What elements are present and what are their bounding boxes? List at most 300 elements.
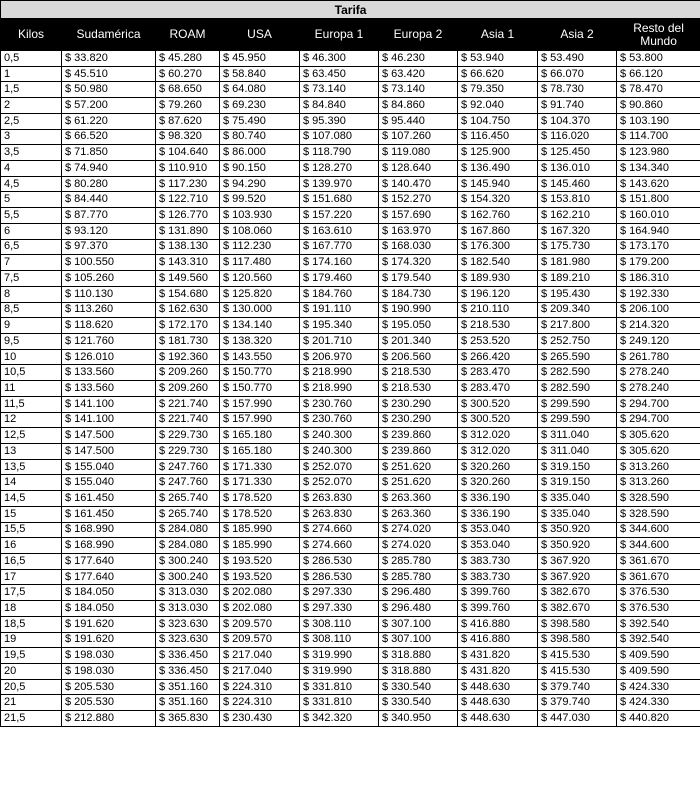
price-cell: $ 94.290 [220, 176, 300, 192]
price-cell: $ 112.230 [220, 239, 300, 255]
price-cell: $ 131.890 [156, 223, 220, 239]
column-header: Kilos [1, 19, 62, 51]
table-row [1, 664, 700, 680]
price-cell: $ 122.710 [156, 192, 220, 208]
price-cell: $ 206.100 [617, 302, 700, 318]
price-cell: $ 209.570 [220, 632, 300, 648]
table-row [1, 554, 700, 570]
weight-cell: 3,5 [1, 145, 62, 161]
price-cell: $ 361.670 [617, 554, 700, 570]
weight-cell: 5 [1, 192, 62, 208]
table-row [1, 396, 700, 412]
price-cell: $ 283.470 [458, 365, 538, 381]
table-row [1, 601, 700, 617]
price-cell: $ 313.030 [156, 585, 220, 601]
price-cell: $ 448.630 [458, 679, 538, 695]
price-cell: $ 282.590 [538, 365, 617, 381]
price-cell: $ 297.330 [300, 585, 379, 601]
column-header: Asia 2 [538, 19, 617, 51]
price-cell: $ 128.270 [300, 161, 379, 177]
table-row [1, 428, 700, 444]
table-row [1, 98, 700, 114]
table-row [1, 475, 700, 491]
price-cell: $ 125.450 [538, 145, 617, 161]
price-cell: $ 300.240 [156, 569, 220, 585]
price-cell: $ 161.450 [62, 506, 156, 522]
price-cell: $ 382.670 [538, 585, 617, 601]
price-cell: $ 218.530 [379, 381, 458, 397]
price-cell: $ 126.010 [62, 349, 156, 365]
table-title: Tarifa [1, 1, 700, 19]
table-row [1, 632, 700, 648]
weight-cell: 9 [1, 318, 62, 334]
price-cell: $ 155.040 [62, 475, 156, 491]
price-cell: $ 285.780 [379, 554, 458, 570]
price-cell: $ 382.670 [538, 601, 617, 617]
price-cell: $ 307.100 [379, 616, 458, 632]
price-cell: $ 157.690 [379, 208, 458, 224]
price-cell: $ 247.760 [156, 475, 220, 491]
table-row [1, 255, 700, 271]
price-cell: $ 335.040 [538, 506, 617, 522]
table-row [1, 695, 700, 711]
price-cell: $ 53.940 [458, 51, 538, 67]
price-cell: $ 202.080 [220, 585, 300, 601]
price-cell: $ 162.760 [458, 208, 538, 224]
price-cell: $ 177.640 [62, 554, 156, 570]
price-cell: $ 93.120 [62, 223, 156, 239]
weight-cell: 19,5 [1, 648, 62, 664]
price-cell: $ 416.880 [458, 616, 538, 632]
price-cell: $ 193.520 [220, 569, 300, 585]
price-cell: $ 392.540 [617, 616, 700, 632]
column-header: Resto del Mundo [617, 19, 700, 51]
weight-cell: 21 [1, 695, 62, 711]
table-row [1, 66, 700, 82]
price-cell: $ 97.370 [62, 239, 156, 255]
price-cell: $ 415.530 [538, 664, 617, 680]
price-cell: $ 240.300 [300, 443, 379, 459]
price-cell: $ 78.730 [538, 82, 617, 98]
price-cell: $ 283.470 [458, 381, 538, 397]
table-title-row [1, 1, 700, 19]
price-cell: $ 150.770 [220, 381, 300, 397]
price-cell: $ 164.940 [617, 223, 700, 239]
price-cell: $ 312.020 [458, 443, 538, 459]
price-cell: $ 103.190 [617, 113, 700, 129]
price-cell: $ 336.450 [156, 664, 220, 680]
price-cell: $ 104.750 [458, 113, 538, 129]
price-cell: $ 185.990 [220, 538, 300, 554]
table-row [1, 161, 700, 177]
price-cell: $ 184.760 [300, 286, 379, 302]
price-cell: $ 162.630 [156, 302, 220, 318]
weight-cell: 5,5 [1, 208, 62, 224]
price-cell: $ 163.970 [379, 223, 458, 239]
table-row [1, 271, 700, 287]
price-cell: $ 263.830 [300, 491, 379, 507]
weight-cell: 15 [1, 506, 62, 522]
price-cell: $ 141.100 [62, 396, 156, 412]
price-cell: $ 160.010 [617, 208, 700, 224]
price-cell: $ 224.310 [220, 695, 300, 711]
price-cell: $ 351.160 [156, 679, 220, 695]
price-cell: $ 265.740 [156, 506, 220, 522]
price-cell: $ 165.180 [220, 443, 300, 459]
weight-cell: 18,5 [1, 616, 62, 632]
price-cell: $ 361.670 [617, 569, 700, 585]
price-cell: $ 138.130 [156, 239, 220, 255]
price-cell: $ 136.010 [538, 161, 617, 177]
price-cell: $ 230.760 [300, 412, 379, 428]
price-cell: $ 103.930 [220, 208, 300, 224]
weight-cell: 21,5 [1, 711, 62, 727]
price-cell: $ 134.140 [220, 318, 300, 334]
price-cell: $ 224.310 [220, 679, 300, 695]
weight-cell: 17 [1, 569, 62, 585]
price-cell: $ 176.300 [458, 239, 538, 255]
price-cell: $ 294.700 [617, 412, 700, 428]
price-cell: $ 114.700 [617, 129, 700, 145]
price-cell: $ 229.730 [156, 443, 220, 459]
weight-cell: 2,5 [1, 113, 62, 129]
price-cell: $ 167.860 [458, 223, 538, 239]
table-row [1, 129, 700, 145]
price-cell: $ 79.260 [156, 98, 220, 114]
price-cell: $ 342.320 [300, 711, 379, 727]
price-cell: $ 181.730 [156, 333, 220, 349]
price-cell: $ 121.760 [62, 333, 156, 349]
price-cell: $ 178.520 [220, 506, 300, 522]
price-cell: $ 154.320 [458, 192, 538, 208]
price-cell: $ 75.490 [220, 113, 300, 129]
price-cell: $ 145.460 [538, 176, 617, 192]
table-row [1, 113, 700, 129]
price-cell: $ 198.030 [62, 648, 156, 664]
price-cell: $ 154.680 [156, 286, 220, 302]
price-cell: $ 147.500 [62, 428, 156, 444]
price-cell: $ 350.920 [538, 522, 617, 538]
price-cell: $ 78.470 [617, 82, 700, 98]
price-cell: $ 367.920 [538, 569, 617, 585]
price-cell: $ 157.990 [220, 412, 300, 428]
price-cell: $ 209.260 [156, 365, 220, 381]
table-row [1, 506, 700, 522]
weight-cell: 20 [1, 664, 62, 680]
price-cell: $ 447.030 [538, 711, 617, 727]
price-cell: $ 336.190 [458, 506, 538, 522]
price-cell: $ 134.340 [617, 161, 700, 177]
price-cell: $ 296.480 [379, 585, 458, 601]
price-cell: $ 300.240 [156, 554, 220, 570]
weight-cell: 6,5 [1, 239, 62, 255]
price-cell: $ 308.110 [300, 616, 379, 632]
price-cell: $ 165.180 [220, 428, 300, 444]
weight-cell: 17,5 [1, 585, 62, 601]
weight-cell: 15,5 [1, 522, 62, 538]
weight-cell: 2 [1, 98, 62, 114]
price-cell: $ 274.660 [300, 538, 379, 554]
weight-cell: 8 [1, 286, 62, 302]
price-cell: $ 335.040 [538, 491, 617, 507]
column-header: Europa 2 [379, 19, 458, 51]
price-cell: $ 415.530 [538, 648, 617, 664]
price-cell: $ 193.520 [220, 554, 300, 570]
price-cell: $ 71.850 [62, 145, 156, 161]
weight-cell: 10 [1, 349, 62, 365]
price-cell: $ 431.820 [458, 664, 538, 680]
price-cell: $ 230.290 [379, 396, 458, 412]
price-cell: $ 230.290 [379, 412, 458, 428]
weight-cell: 14 [1, 475, 62, 491]
price-cell: $ 140.470 [379, 176, 458, 192]
price-cell: $ 143.620 [617, 176, 700, 192]
price-cell: $ 265.590 [538, 349, 617, 365]
price-cell: $ 172.170 [156, 318, 220, 334]
price-cell: $ 196.120 [458, 286, 538, 302]
price-cell: $ 190.990 [379, 302, 458, 318]
price-cell: $ 230.430 [220, 711, 300, 727]
price-cell: $ 331.810 [300, 695, 379, 711]
price-cell: $ 46.300 [300, 51, 379, 67]
price-cell: $ 192.330 [617, 286, 700, 302]
price-cell: $ 66.070 [538, 66, 617, 82]
price-cell: $ 274.020 [379, 538, 458, 554]
price-cell: $ 90.150 [220, 161, 300, 177]
price-cell: $ 157.990 [220, 396, 300, 412]
table-row [1, 192, 700, 208]
price-cell: $ 184.050 [62, 585, 156, 601]
table-row [1, 208, 700, 224]
table-row [1, 443, 700, 459]
price-cell: $ 64.080 [220, 82, 300, 98]
price-cell: $ 209.260 [156, 381, 220, 397]
table-row [1, 459, 700, 475]
price-cell: $ 171.330 [220, 459, 300, 475]
price-cell: $ 210.110 [458, 302, 538, 318]
price-cell: $ 84.860 [379, 98, 458, 114]
price-cell: $ 330.540 [379, 695, 458, 711]
price-cell: $ 100.550 [62, 255, 156, 271]
weight-cell: 11 [1, 381, 62, 397]
price-cell: $ 263.830 [300, 506, 379, 522]
price-cell: $ 58.840 [220, 66, 300, 82]
price-cell: $ 318.880 [379, 664, 458, 680]
price-cell: $ 195.340 [300, 318, 379, 334]
price-cell: $ 296.480 [379, 601, 458, 617]
price-cell: $ 218.990 [300, 365, 379, 381]
weight-cell: 10,5 [1, 365, 62, 381]
price-cell: $ 336.190 [458, 491, 538, 507]
price-cell: $ 318.880 [379, 648, 458, 664]
price-cell: $ 376.530 [617, 585, 700, 601]
weight-cell: 16,5 [1, 554, 62, 570]
weight-cell: 13 [1, 443, 62, 459]
price-cell: $ 87.620 [156, 113, 220, 129]
price-cell: $ 66.620 [458, 66, 538, 82]
table-row [1, 51, 700, 67]
price-cell: $ 192.360 [156, 349, 220, 365]
weight-cell: 4 [1, 161, 62, 177]
price-cell: $ 299.590 [538, 412, 617, 428]
price-cell: $ 284.080 [156, 538, 220, 554]
price-cell: $ 448.630 [458, 711, 538, 727]
price-cell: $ 90.860 [617, 98, 700, 114]
price-cell: $ 300.520 [458, 412, 538, 428]
price-cell: $ 330.540 [379, 679, 458, 695]
price-cell: $ 133.560 [62, 381, 156, 397]
price-cell: $ 274.020 [379, 522, 458, 538]
price-cell: $ 353.040 [458, 522, 538, 538]
price-cell: $ 53.490 [538, 51, 617, 67]
price-cell: $ 201.710 [300, 333, 379, 349]
price-cell: $ 344.600 [617, 538, 700, 554]
table-row [1, 145, 700, 161]
price-cell: $ 63.450 [300, 66, 379, 82]
price-cell: $ 308.110 [300, 632, 379, 648]
price-cell: $ 84.840 [300, 98, 379, 114]
price-cell: $ 149.560 [156, 271, 220, 287]
column-header: Asia 1 [458, 19, 538, 51]
price-cell: $ 74.940 [62, 161, 156, 177]
price-cell: $ 168.990 [62, 522, 156, 538]
price-cell: $ 141.100 [62, 412, 156, 428]
column-header: Europa 1 [300, 19, 379, 51]
price-cell: $ 105.260 [62, 271, 156, 287]
price-cell: $ 133.560 [62, 365, 156, 381]
price-cell: $ 147.500 [62, 443, 156, 459]
table-row [1, 585, 700, 601]
price-cell: $ 383.730 [458, 554, 538, 570]
table-row [1, 616, 700, 632]
price-cell: $ 299.590 [538, 396, 617, 412]
weight-cell: 3 [1, 129, 62, 145]
price-cell: $ 209.340 [538, 302, 617, 318]
price-cell: $ 110.130 [62, 286, 156, 302]
price-cell: $ 53.800 [617, 51, 700, 67]
weight-cell: 1 [1, 66, 62, 82]
weight-cell: 4,5 [1, 176, 62, 192]
price-cell: $ 379.740 [538, 679, 617, 695]
price-cell: $ 261.780 [617, 349, 700, 365]
price-cell: $ 383.730 [458, 569, 538, 585]
table-row [1, 286, 700, 302]
price-cell: $ 50.980 [62, 82, 156, 98]
price-cell: $ 311.040 [538, 443, 617, 459]
weight-cell: 20,5 [1, 679, 62, 695]
price-cell: $ 181.980 [538, 255, 617, 271]
price-cell: $ 311.040 [538, 428, 617, 444]
weight-cell: 8,5 [1, 302, 62, 318]
price-cell: $ 182.540 [458, 255, 538, 271]
price-cell: $ 399.760 [458, 601, 538, 617]
price-cell: $ 297.330 [300, 601, 379, 617]
price-cell: $ 116.020 [538, 129, 617, 145]
price-cell: $ 110.910 [156, 161, 220, 177]
price-cell: $ 307.100 [379, 632, 458, 648]
price-cell: $ 195.430 [538, 286, 617, 302]
price-cell: $ 143.310 [156, 255, 220, 271]
price-cell: $ 323.630 [156, 616, 220, 632]
price-cell: $ 294.700 [617, 396, 700, 412]
price-cell: $ 240.300 [300, 428, 379, 444]
price-cell: $ 286.530 [300, 569, 379, 585]
weight-cell: 12 [1, 412, 62, 428]
price-cell: $ 45.510 [62, 66, 156, 82]
price-cell: $ 263.360 [379, 491, 458, 507]
price-cell: $ 331.810 [300, 679, 379, 695]
table-row [1, 349, 700, 365]
column-header-row [1, 19, 700, 51]
price-cell: $ 285.780 [379, 569, 458, 585]
price-cell: $ 328.590 [617, 506, 700, 522]
price-cell: $ 440.820 [617, 711, 700, 727]
weight-cell: 11,5 [1, 396, 62, 412]
price-cell: $ 66.120 [617, 66, 700, 82]
price-cell: $ 128.640 [379, 161, 458, 177]
price-cell: $ 33.820 [62, 51, 156, 67]
price-cell: $ 57.200 [62, 98, 156, 114]
weight-cell: 9,5 [1, 333, 62, 349]
price-cell: $ 252.070 [300, 475, 379, 491]
price-cell: $ 328.590 [617, 491, 700, 507]
price-cell: $ 284.080 [156, 522, 220, 538]
price-cell: $ 221.740 [156, 396, 220, 412]
weight-cell: 18 [1, 601, 62, 617]
table-row [1, 223, 700, 239]
price-cell: $ 104.370 [538, 113, 617, 129]
price-cell: $ 313.030 [156, 601, 220, 617]
table-row [1, 381, 700, 397]
table-row [1, 318, 700, 334]
price-cell: $ 312.020 [458, 428, 538, 444]
price-cell: $ 87.770 [62, 208, 156, 224]
price-cell: $ 186.310 [617, 271, 700, 287]
price-cell: $ 313.260 [617, 475, 700, 491]
table-row [1, 412, 700, 428]
table-row [1, 82, 700, 98]
price-cell: $ 179.200 [617, 255, 700, 271]
price-cell: $ 251.620 [379, 475, 458, 491]
price-cell: $ 86.000 [220, 145, 300, 161]
table-row [1, 538, 700, 554]
price-cell: $ 113.260 [62, 302, 156, 318]
price-cell: $ 91.740 [538, 98, 617, 114]
price-cell: $ 107.260 [379, 129, 458, 145]
table-row [1, 679, 700, 695]
price-cell: $ 178.520 [220, 491, 300, 507]
price-cell: $ 46.230 [379, 51, 458, 67]
price-cell: $ 185.990 [220, 522, 300, 538]
price-cell: $ 108.060 [220, 223, 300, 239]
price-cell: $ 195.050 [379, 318, 458, 334]
price-cell: $ 313.260 [617, 459, 700, 475]
weight-cell: 16 [1, 538, 62, 554]
table-row [1, 239, 700, 255]
price-cell: $ 116.450 [458, 129, 538, 145]
price-cell: $ 191.110 [300, 302, 379, 318]
price-cell: $ 99.520 [220, 192, 300, 208]
price-cell: $ 139.970 [300, 176, 379, 192]
price-cell: $ 117.480 [220, 255, 300, 271]
column-header: ROAM [156, 19, 220, 51]
price-cell: $ 60.270 [156, 66, 220, 82]
price-cell: $ 399.760 [458, 585, 538, 601]
price-cell: $ 320.260 [458, 459, 538, 475]
price-cell: $ 177.640 [62, 569, 156, 585]
price-cell: $ 155.040 [62, 459, 156, 475]
price-cell: $ 344.600 [617, 522, 700, 538]
